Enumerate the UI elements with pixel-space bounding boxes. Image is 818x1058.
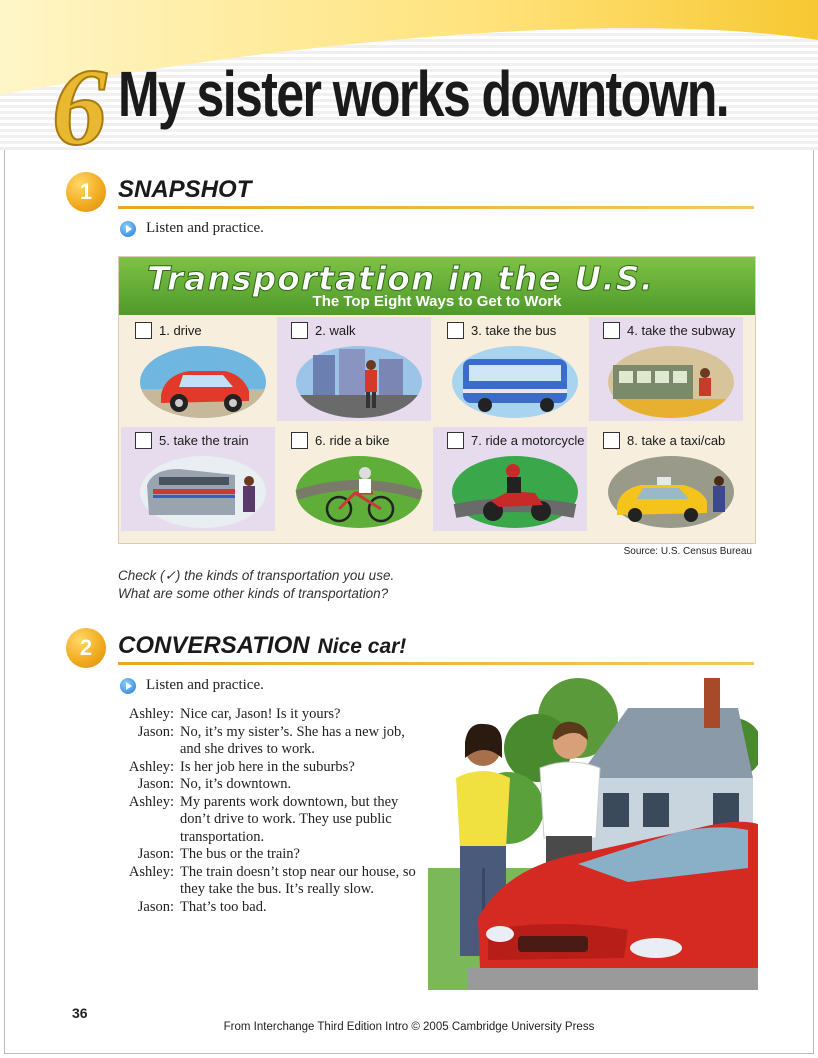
snapshot-chart bbox=[118, 256, 756, 544]
item-label: 5. take the train bbox=[159, 433, 249, 448]
utterance: No, it’s downtown. bbox=[180, 776, 292, 792]
chart-subtitle: The Top Eight Ways to Get to Work bbox=[312, 293, 562, 310]
walking-person-icon bbox=[295, 345, 423, 419]
car-icon bbox=[139, 345, 267, 419]
section-rule bbox=[118, 662, 754, 665]
dialog-line bbox=[112, 724, 432, 759]
dialog-line bbox=[112, 759, 432, 777]
bus-icon bbox=[451, 345, 579, 419]
speaker-name: Ashley: bbox=[128, 863, 174, 880]
conversation-illustration bbox=[428, 668, 758, 990]
snapshot-listen bbox=[120, 220, 264, 237]
chart-title: Transportation in the U.S. bbox=[147, 259, 654, 298]
conversation-listen bbox=[120, 677, 264, 694]
section-rule bbox=[118, 206, 754, 209]
item-label: 7. ride a motorcycle bbox=[471, 433, 585, 448]
chart-header bbox=[119, 257, 755, 315]
utterance: Nice car, Jason! Is it yours? bbox=[180, 706, 341, 722]
conversation-title: CONVERSATION bbox=[118, 632, 310, 659]
task-line-2: What are some other kinds of transportation? bbox=[118, 586, 389, 601]
utterance: That’s too bad. bbox=[180, 898, 267, 915]
dialog-line bbox=[112, 794, 432, 847]
dialog-line bbox=[112, 846, 432, 864]
checkbox[interactable] bbox=[135, 432, 152, 449]
motorcycle-icon bbox=[451, 455, 579, 529]
transport-item-train bbox=[121, 427, 275, 531]
transport-item-taxi bbox=[589, 427, 743, 531]
speaker-name: Jason: bbox=[137, 776, 174, 792]
audio-play-icon[interactable] bbox=[120, 221, 136, 237]
item-label: 1. drive bbox=[159, 323, 202, 338]
utterance: No, it’s my sister’s. She has a new job, and she drives to work. bbox=[180, 723, 405, 757]
dialog-line bbox=[112, 776, 432, 794]
checkbox[interactable] bbox=[603, 432, 620, 449]
unit-number: 6 bbox=[52, 46, 107, 168]
train-icon bbox=[139, 455, 267, 529]
checkbox[interactable] bbox=[603, 322, 620, 339]
checkbox[interactable] bbox=[135, 322, 152, 339]
task-line-1: Check (✓) the kinds of transportation you use. bbox=[118, 568, 395, 583]
item-label: 3. take the bus bbox=[471, 323, 557, 338]
item-label: 6. ride a bike bbox=[315, 433, 390, 448]
chart-source: Source: U.S. Census Bureau bbox=[623, 546, 752, 557]
section-title bbox=[118, 632, 406, 660]
audio-play-icon[interactable] bbox=[120, 678, 136, 694]
speaker-name: Ashley: bbox=[128, 793, 174, 810]
page-number: 36 bbox=[72, 1005, 88, 1021]
conversation-dialog bbox=[112, 706, 432, 916]
transport-item-bus bbox=[433, 317, 587, 421]
footer-credit: From Interchange Third Edition Intro © 2005 Cambridge University Press bbox=[223, 1021, 595, 1033]
speaker-name: Jason: bbox=[137, 846, 174, 862]
unit-title: My sister works downtown. bbox=[118, 58, 729, 130]
transport-item-drive bbox=[121, 317, 275, 421]
dialog-line bbox=[112, 706, 432, 724]
checkbox[interactable] bbox=[447, 322, 464, 339]
utterance: The bus or the train? bbox=[180, 846, 300, 862]
section-number-badge: 1 bbox=[66, 172, 106, 212]
transport-item-subway bbox=[589, 317, 743, 421]
snapshot-task bbox=[118, 567, 394, 603]
checkbox[interactable] bbox=[291, 322, 308, 339]
item-label: 2. walk bbox=[315, 323, 356, 338]
speaker-name: Jason: bbox=[137, 723, 174, 740]
taxi-icon bbox=[607, 455, 735, 529]
transport-item-bike bbox=[277, 427, 431, 531]
conversation-subtitle: Nice car! bbox=[317, 635, 407, 658]
subway-icon bbox=[607, 345, 735, 419]
conversation-heading bbox=[66, 628, 756, 664]
utterance: The train doesn’t stop near our house, so they take the bus. It’s really slow. bbox=[180, 863, 416, 897]
section-number-badge: 2 bbox=[66, 628, 106, 668]
item-label: 8. take a taxi/cab bbox=[627, 433, 726, 448]
item-label: 4. take the subway bbox=[627, 323, 736, 338]
transport-item-motorcycle bbox=[433, 427, 587, 531]
listen-instruction: Listen and practice. bbox=[146, 677, 264, 693]
speaker-name: Jason: bbox=[137, 898, 174, 915]
utterance: Is her job here in the suburbs? bbox=[180, 758, 355, 775]
listen-instruction: Listen and practice. bbox=[146, 220, 264, 236]
checkbox[interactable] bbox=[447, 432, 464, 449]
snapshot-heading bbox=[66, 172, 756, 208]
transport-item-walk bbox=[277, 317, 431, 421]
section-title: SNAPSHOT bbox=[118, 176, 252, 203]
utterance: My parents work downtown, but they don’t drive to work. They use public transportation. bbox=[180, 793, 399, 845]
dialog-line bbox=[112, 864, 432, 899]
bicycle-icon bbox=[295, 455, 423, 529]
speaker-name: Ashley: bbox=[128, 758, 174, 775]
checkbox[interactable] bbox=[291, 432, 308, 449]
dialog-line bbox=[112, 899, 432, 917]
speaker-name: Ashley: bbox=[128, 706, 174, 722]
